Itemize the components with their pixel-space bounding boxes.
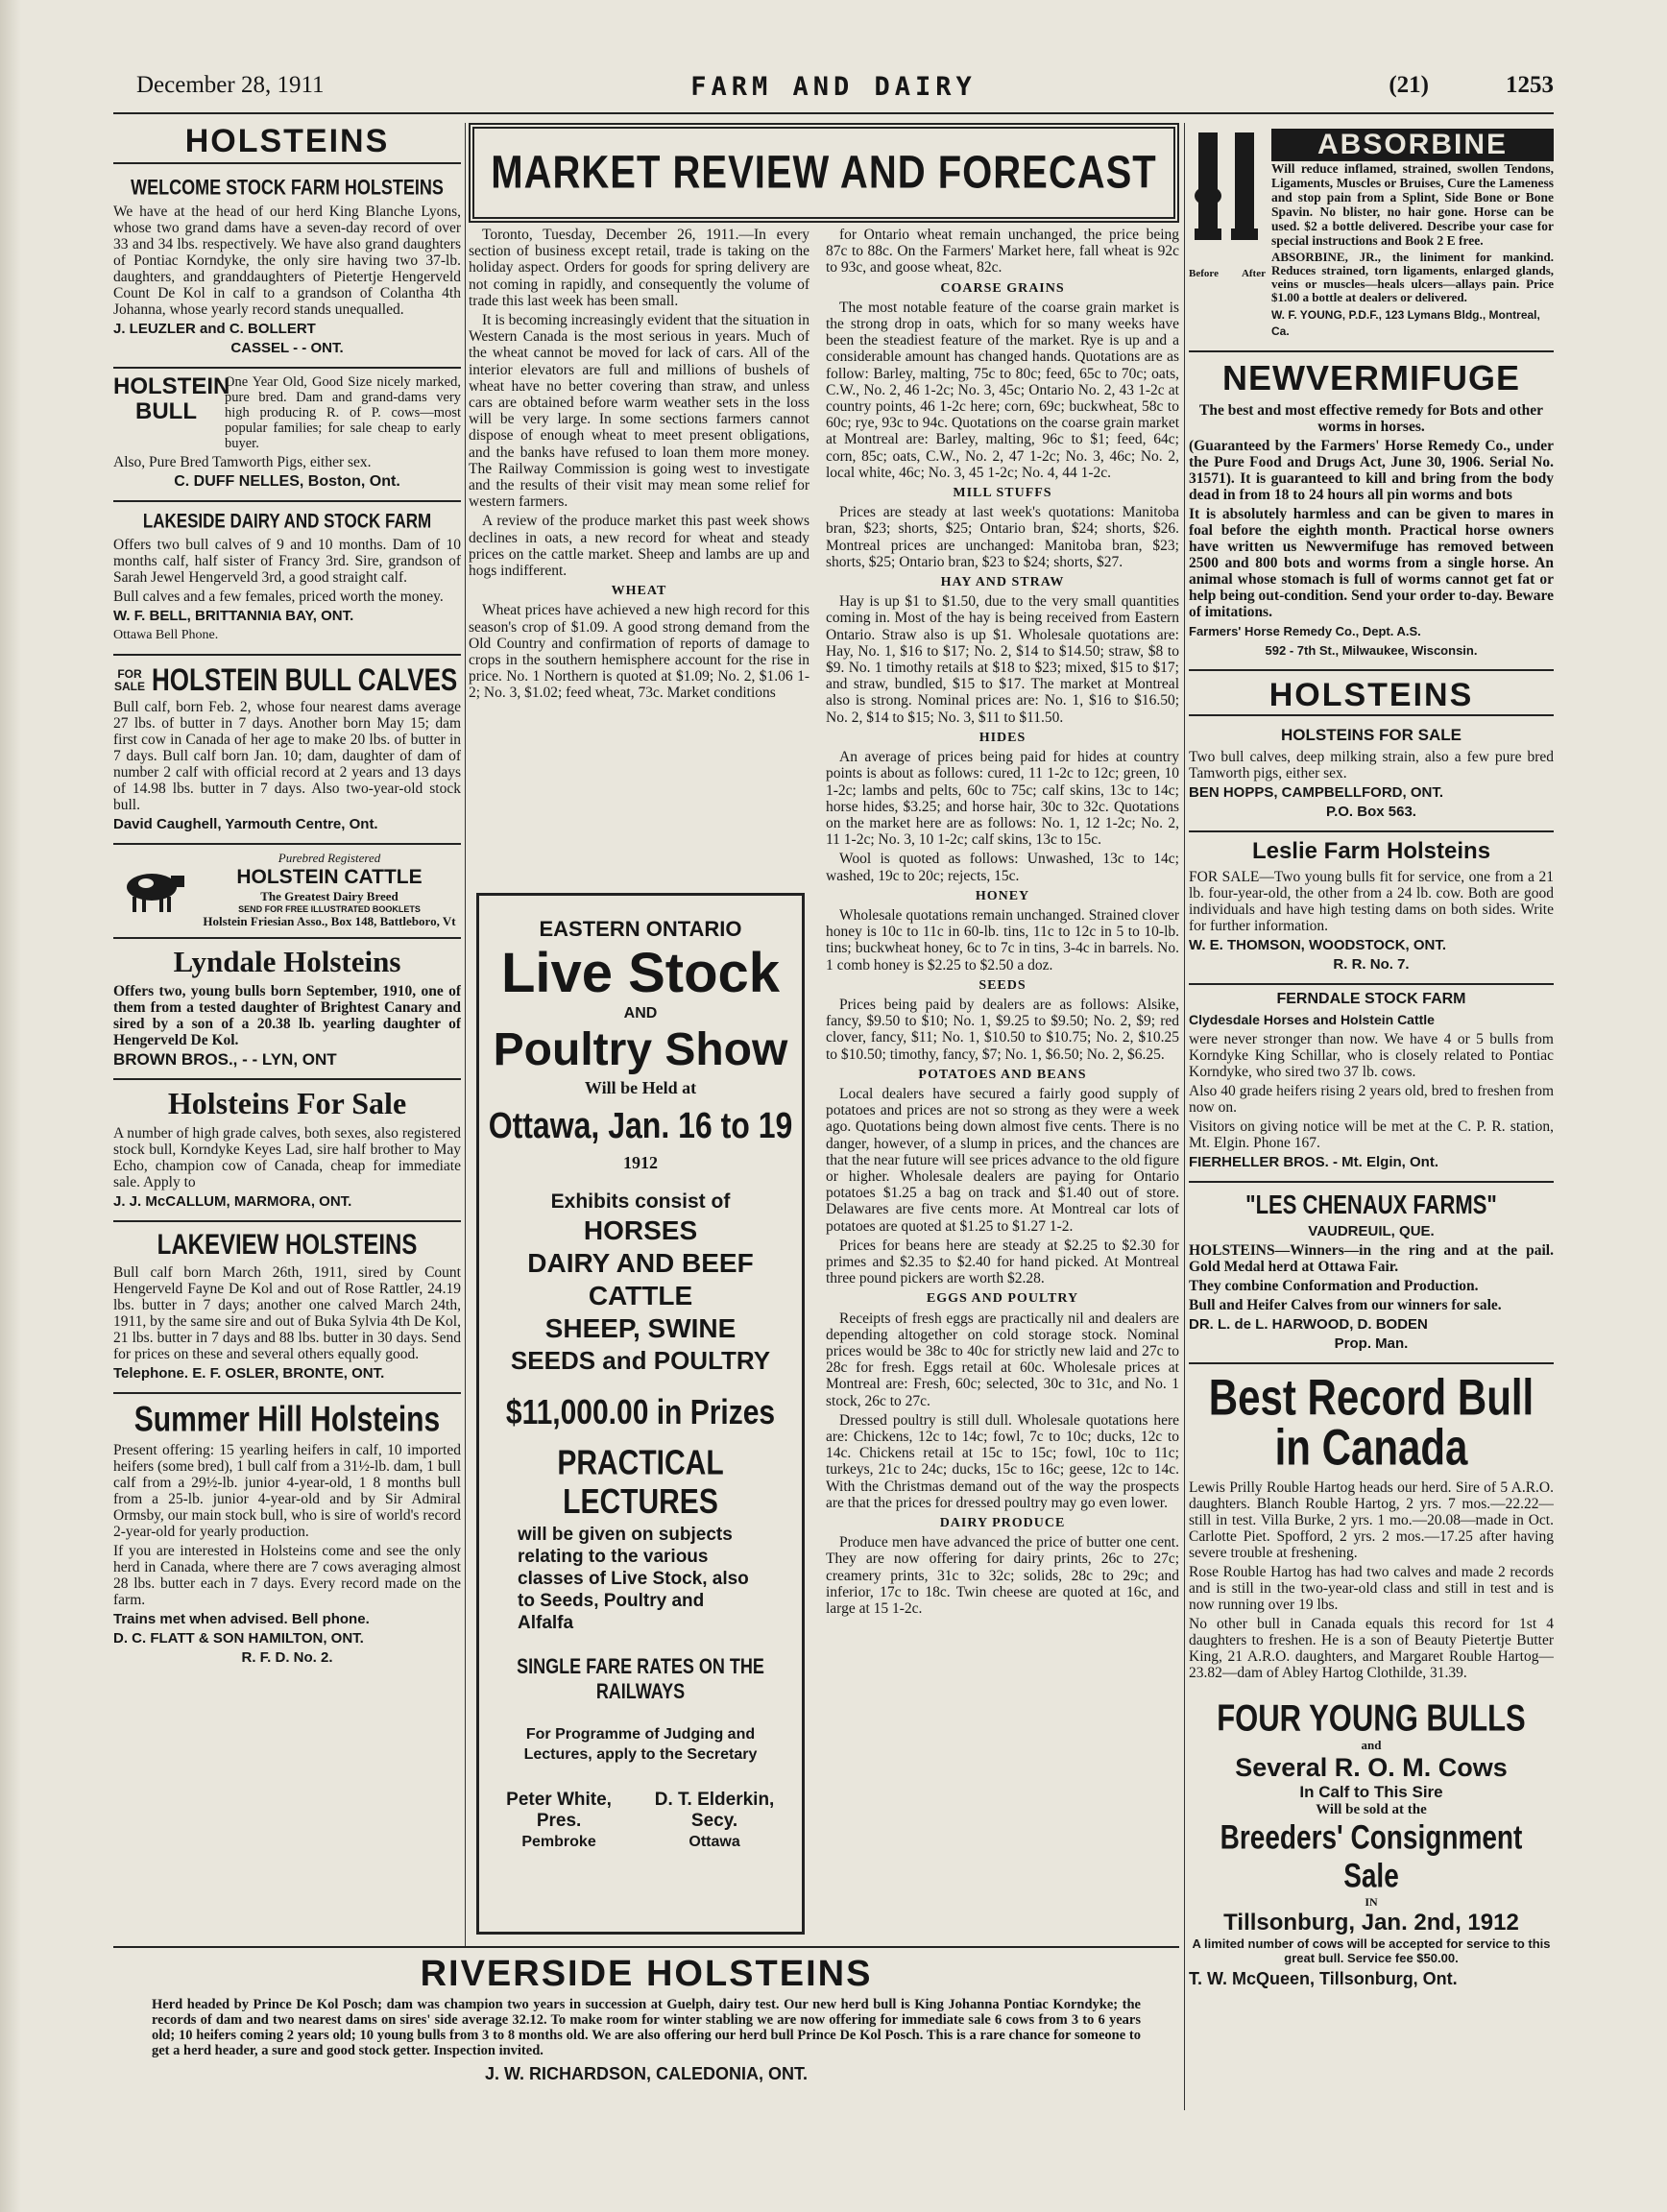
market-subhead: POTATOES AND BEANS <box>918 1067 1087 1082</box>
ad-body: Also 40 grade heifers rising 2 years old, bred to freshen from now on. <box>1189 1083 1554 1116</box>
market-paragraph: A review of the produce market this past week shows declines in oats, a new record for wheat and steady prices on the cattle market. Sheep and lambs are up and hogs indifferent. <box>469 513 809 580</box>
market-subhead: MILL STUFFS <box>953 486 1052 501</box>
show-signature: D. T. Elderkin, Secy. <box>654 1790 775 1831</box>
show-line: HORSES <box>583 1215 698 1245</box>
ad-poultry-show <box>476 893 805 1935</box>
ad-subtitle: The best and most effective remedy for Bots and other worms in horses. <box>1198 402 1544 435</box>
ad-lakeside <box>113 502 461 656</box>
ad-body: were never stronger than now. We have 4 or 5 bulls from Korndyke King Schillar, who is closely related to Pontiac Korndyke, who sired two 37 lb. cows. <box>1189 1031 1554 1080</box>
ad-body: Also, Pure Bred Tamworth Pigs, either sex. <box>113 454 372 470</box>
caption-after: After <box>1241 268 1266 279</box>
show-signature: Pembroke <box>521 1834 596 1850</box>
market-subhead: HIDES <box>978 730 1027 745</box>
ad-signature: W. F. BELL, BRITTANNIA BAY, ONT. <box>113 608 354 624</box>
ad-body: One Year Old, Good Size nicely marked, pure bred. Dam and grand-dams very high producing R. of P. cows—most popular families; for sale cheap to early buyer. <box>225 374 461 451</box>
right-column <box>1189 123 1554 2110</box>
ad-title: Holsteins For Sale <box>167 1086 407 1120</box>
show-line: SEEDS and POULTRY <box>510 1346 771 1375</box>
ad-lyndale <box>113 939 461 1080</box>
show-line: Live Stock <box>500 942 781 1004</box>
ad-signature: R. R. No. 7. <box>1333 956 1410 973</box>
ad-signature: Telephone. E. F. OSLER, BRONTE, ONT. <box>113 1365 385 1382</box>
market-subhead: HAY AND STRAW <box>940 575 1065 590</box>
ad-line: Will be sold at the <box>1316 1802 1427 1817</box>
horse-leg-illustration <box>1189 129 1266 343</box>
ad-body: FOR SALE—Two young bulls fit for service, one from a 21 lb. four-year-old, the other from a 24 lb. cow. Both are good individuals and have high testing dams on both sides. Write for further information. <box>1189 869 1554 934</box>
ad-body: No other bull in Canada equals this record for 1st 4 daughters to freshen. He is a son of Beauty Pietertje Butter King, 21 A.R.O. daughters, and Margaret Rouble Hartog—23.82—dam of Abley Hartog Clothilde, 31.39. <box>1189 1616 1554 1681</box>
ad-body: Herd headed by Prince De Kol Posch; dam was champion two years in succession at Guelph, dairy test. Our new herd bull is King Johanna Pontiac Korndyke; the records of dam and two nearest dams on sires' side average 32.12. To make room for winter stabling we are now offering for immediate sale 6 cows from 3 to 6 years old; 10 heifers coming 2 years old; 10 young bulls from 3 to 8 months old. We are also offering our herd bull Prince De Kol Posch. This is a rare chance for someone to get a herd header, a sure and good stock getter. Inspection invited. <box>152 1997 1141 2058</box>
ad-line: Several R. O. M. Cows <box>1235 1753 1508 1782</box>
caption-before: Before <box>1189 268 1219 279</box>
header-page-paren: (21) <box>1389 72 1429 98</box>
ad-body: We have at the head of our herd King Blanche Lyons, whose two grand dams have a seven-day record of over 33 and 34 lbs. respectively. We have also grand daughters of Pontiac Korndyke, the only sire having two 37-lb. daughters, and granddaughters of Pietertje Hengerveld Count De Kol in calf to a grandson of Colantha 4th Johanna, whose yearly record stands unequalled. <box>113 204 461 318</box>
ad-four-young-bulls <box>1189 1692 1554 1997</box>
show-line: $11,000.00 in Prizes <box>505 1393 776 1432</box>
ad-best-record-bull <box>1189 1364 1554 1692</box>
header-paper-name: FARM AND DAIRY <box>690 72 977 102</box>
ad-body: Offers two, young bulls born September, 1910, one of them from a tested daughter of Brightest Canary and sired by a son of a 20.38 lb. yearling daughter of Hengerveld De Kol. <box>113 983 461 1048</box>
header-page-number: 1253 <box>1506 72 1554 98</box>
ad-body: (Guaranteed by the Farmers' Horse Remedy Co., under the Pure Food and Drugs Act, June 30, 1906. Serial No. 31571). It is guaranteed to kill and bring from the body dead in from 18 to 24 hours all pin worms and bots <box>1189 438 1554 503</box>
ad-title: ABSORBINE <box>1271 129 1554 161</box>
ad-body: Bull calf, born Feb. 2, whose four nearest dams average 27 lbs. of butter in 7 days. Another born May 15; dam first cow in Canada of her age to make 20 lbs. of butter in 7 days. Bull calf born Jan. 10; dam, daughter of dam of number 2 calf with official record at 2 years and 13 days of 14.98 lbs. butter in 7 days. Also two-year-old stock bull. <box>113 699 461 813</box>
market-paragraph: Prices are steady at last week's quotations: Manitoba bran, $23; shorts, $25; Ontario bran, $24; shorts, $26. Montreal prices are unchanged: Manitoba bran, $23; shorts, $25; Ontario bran, $23 to $24; shorts, $27. <box>826 504 1179 570</box>
ad-body: Will reduce inflamed, strained, swollen Tendons, Ligaments, Muscles or Bruises, Cure the Lameness and stop pain from a Splint, Side Bone or Bone Spavin. No blister, no hair gone. Horse can be used. $2 a bottle delivered. Describe your case for special instructions and Book 2 E free. <box>1271 161 1554 248</box>
ad-phone: Ottawa Bell Phone. <box>113 628 219 642</box>
market-paragraph: Receipts of fresh eggs are practically nil and dealers are depending altogether on cold storage stock. Nominal prices would be 38c to 40c for strictly new laid and 27c to 28c for fresh. Eggs retail at 60c. Wholesale prices at Montreal are: Fresh, 60c; selected, 30c to 31c, and No. 1 stock, 26c to 27c. <box>826 1310 1179 1409</box>
ad-signature: BROWN BROS., - - LYN, ONT <box>113 1050 337 1069</box>
market-column-1 <box>469 227 809 705</box>
ad-connector: and <box>1361 1738 1382 1752</box>
ad-body: Bull calf born March 26th, 1911, sired by Count Hengerveld Fayne De Kol and out of Rose Rattler, 24.19 lbs. butter in 7 days; another one calved March 24th, 1911, by the same sire and out of Buka Sylvia 4th De Kol, 21 lbs. butter in 7 days and 88 lbs. butter in 30 days. Send for prices on these and several others equally good. <box>113 1264 461 1362</box>
show-line: SINGLE FARE RATES ON THE RAILWAYS <box>517 1653 764 1703</box>
ad-body: If you are interested in Holsteins come and see the only herd in Canada, where there are 7 cows averaging almost 28 lbs. butter each in 7 days. Every record made on the farm. <box>113 1543 461 1608</box>
ad-title: LAKESIDE DAIRY AND STOCK FARM <box>142 509 432 533</box>
ad-signature: BEN HOPPS, CAMPBELLFORD, ONT. <box>1189 784 1444 801</box>
left-column <box>113 123 461 1942</box>
show-line: will be given on subjects relating to the various classes of Live Stock, also to Seeds, Poultry and Alfalfa <box>518 1525 749 1633</box>
market-paragraph: An average of prices being paid for hides at country points is about as follows: cured, 11 1-2c to 12c; green, 10 1-2c; lambs and pelts, 60c to 75c; calf skins, 13c to 14c; horse hides, $3.25; and horse hair, 30c to 32c. Quotations on the market here are as follows: No. 1, 12 1-2c; No. 2, 11 1-2c; No. 3, 10 1-2c; calf skins, 13c to 15c. <box>826 749 1179 849</box>
ad-lakeview <box>113 1222 461 1394</box>
ad-title: Leslie Farm Holsteins <box>1251 838 1491 864</box>
ad-signature: CASSEL - - ONT. <box>230 340 344 356</box>
ad-title: LAKEVIEW HOLSTEINS <box>157 1228 418 1262</box>
show-line: EASTERN ONTARIO <box>539 917 742 941</box>
ad-signature: David Caughell, Yarmouth Centre, Ont. <box>113 816 378 832</box>
market-paragraph: Wheat prices have achieved a new high record for this season's crop of $1.09. A good strong demand from the Old Country and confirmation of reports of damage to crops in the southern hemisphere account for the rise in price. No. 1 Northern is quoted at $1.09; No. 2, $1.06 1-2; No. 3, $1.02; feed wheat, 73c. Market conditions <box>469 602 809 702</box>
ad-body: They combine Conformation and Production. <box>1189 1278 1479 1294</box>
ad-signature: 592 - 7th St., Milwaukee, Wisconsin. <box>1265 643 1478 658</box>
header-rule <box>113 112 1554 114</box>
market-title: MARKET REVIEW AND FORECAST <box>491 147 1157 198</box>
ad-summer-hill <box>113 1394 461 1676</box>
ad-title: HOLSTEIN BULL CALVES <box>152 661 458 698</box>
ad-subtitle: VAUDREUIL, QUE. <box>1308 1223 1435 1239</box>
ad-body: Present offering: 15 yearling heifers in calf, 10 imported heifers (some bred), 1 bull calf from a 31½-lb. dam, 1 bull calf from a 29½-lb. junior 4-year-old, 1 8 months bull from a 25-lb. junior 4-year-old and by Sir Admiral Ormsby, our main stock bull, who is sire of world's record 2-year-old for yearly production. <box>113 1442 461 1540</box>
show-line: AND <box>623 1005 658 1022</box>
show-line: Poultry Show <box>493 1024 788 1075</box>
market-paragraph: Local dealers have secured a fairly good supply of potatoes and prices are not so strong as they were a week ago. Quotations being down almost five cents. There is no danger, however, of a slump in prices, and the chances are that the near future will see prices advance to the old figure or higher. Wholesale dealers are paying for Ontario potatoes $1.25 a bag on track and $1.40 out of store. Delawares are five cents more. At Montreal car lots of potatoes are quoted at $1.25 to $1.27 1-2. <box>826 1085 1179 1235</box>
column-divider <box>1184 123 1185 2110</box>
market-paragraph: Prices being paid by dealers are as follows: Alsike, fancy, $9.50 to $10; No. 1, $9.25 to $9.50; No. 2, $9; red clover, fancy, $11; No. 1, $10.50 to $10.75; No. 2, $10.25 to $10.50; timothy, fancy, $7; No. 1, $6.50; No. 2, $6.25. <box>826 996 1179 1063</box>
ad-line: In Calf to This Sire <box>1299 1783 1443 1801</box>
market-subhead: SEEDS <box>978 977 1027 993</box>
market-column-2 <box>826 227 1179 1620</box>
ad-signature: T. W. McQueen, Tillsonburg, Ont. <box>1189 1969 1458 1988</box>
ad-title: RIVERSIDE HOLSTEINS <box>420 1954 873 1994</box>
ad-body: Lewis Prilly Rouble Hartog heads our herd. Sire of 5 A.R.O. daughters. Blanch Rouble Hartog, 2 yrs. 7 mos.—22.22—still in test. Villa Burke, 2 yrs. 1 mo.—20.08—made in Oct. Carlotte Piet. Spofford, 2 yrs. 2 mos.—17.25 after having severe trouble at freshening. <box>1189 1479 1554 1561</box>
show-line: CATTLE <box>588 1281 693 1310</box>
ad-holstein-bull <box>113 369 461 502</box>
header-date: December 28, 1911 <box>136 72 325 98</box>
assoc-line: Purebred Registered <box>278 851 381 865</box>
market-paragraph: Wool is quoted as follows: Unwashed, 13c to 14c; washed, 19c to 20c; rejects, 15c. <box>826 851 1179 884</box>
market-subhead: EGGS AND POULTRY <box>926 1291 1079 1307</box>
ad-holsteins-for-sale <box>113 1080 461 1222</box>
ad-body: It is absolutely harmless and can be given to mares in foal before the eighth month. Practical horse owners have written us Newvermifuge has removed between 2500 and 800 bots and worms from a single horse. An animal whose stomach is full of worms cannot get fat or help being out-condition. Send your order to-day. Beware of imitations. <box>1189 506 1554 620</box>
ad-subtitle: Clydesdale Horses and Holstein Cattle <box>1189 1012 1435 1027</box>
ad-signature: FIERHELLER BROS. - Mt. Elgin, Ont. <box>1189 1154 1438 1170</box>
cattle-icon <box>113 862 190 918</box>
ad-title: WELCOME STOCK FARM HOLSTEINS <box>131 175 444 200</box>
ad-riverside <box>113 1946 1179 2102</box>
ad-connector: IN <box>1365 1895 1378 1909</box>
ad-title: "LES CHENAUX FARMS" <box>1245 1189 1497 1219</box>
ad-ferndale <box>1189 985 1554 1183</box>
market-paragraph: Wholesale quotations remain unchanged. Strained clover honey is 10c to 11c in 60-lb. tins, 11c to 12c in 5 to 10-lb. tins; buckwheat honey, 6c to 7c in tins, 3-4c in barrels. No. 1 comb honey is $2.25 to $2.50 a doz. <box>826 906 1179 974</box>
ad-newvermifuge <box>1189 352 1554 671</box>
ad-body: Bull calves and a few females, priced worth the money. <box>113 589 444 605</box>
section-title: HOLSTEINS <box>113 123 461 164</box>
ad-title: Summer Hill Holsteins <box>133 1399 441 1439</box>
ad-body: Two bull calves, deep milking strain, also a few pure bred Tamworth pigs, either sex. <box>1189 749 1554 781</box>
horse-leg-icon <box>1189 129 1266 263</box>
market-subhead: DAIRY PRODUCE <box>939 1516 1066 1531</box>
show-signatures <box>485 1786 796 1855</box>
ad-signature: DR. L. de L. HARWOOD, D. BODEN <box>1189 1316 1428 1333</box>
ad-les-chenaux <box>1189 1183 1554 1364</box>
ad-signature: C. DUFF NELLES, Boston, Ont. <box>174 473 400 490</box>
page-edge <box>0 0 21 2212</box>
market-paragraph: Dressed poultry is still dull. Wholesale quotations here are: Chickens, 12c to 14c; fowl, 7c to 10c; ducks, 12c to 14c. Chickens retail at 15c to 15c; fowl, 10c to 11c; turkeys, 21c to 24c; ducks, 15c to 16c; geese, 12c to 14c. With the Christmas demand out of the way the prospects are that the prices for dressed poultry may go even lower. <box>826 1411 1179 1511</box>
ad-body: Bull and Heifer Calves from our winners for sale. <box>1189 1297 1502 1313</box>
show-signature: Ottawa <box>689 1834 740 1850</box>
ad-note: Trains met when advised. Bell phone. <box>113 1611 370 1627</box>
section-title: HOLSTEINS <box>1189 677 1554 716</box>
market-review <box>469 123 1179 1942</box>
market-paragraph: It is becoming increasingly evident that the situation in Western Canada is the most serious in years. Much of the wheat cannot be moved for lack of cars. All of the interior elevators are full and millions of bushels of wheat have no better covering than straw, and unless cars are obtained before warm weather sets in the loss will be very large. In some sections farmers cannot dispose of enough wheat to meet present obligations, and the banks have refused to loan them more money. The Railway Commission is going west to investigate and the results of their visit may mean some relief for western farmers. <box>469 312 809 511</box>
ad-title: HOLSTEIN BULL <box>113 373 230 424</box>
ad-title: HOLSTEINS FOR SALE <box>1281 726 1462 744</box>
show-line: SHEEP, SWINE <box>544 1313 737 1343</box>
market-subhead: COARSE GRAINS <box>940 280 1065 296</box>
show-line: Will be Held at <box>584 1078 697 1097</box>
market-subhead: WHEAT <box>611 584 667 599</box>
ad-signature: J. W. RICHARDSON, CALEDONIA, ONT. <box>484 2064 808 2083</box>
ad-line: Breeders' Consignment Sale <box>1220 1818 1523 1894</box>
show-line: Ottawa, Jan. 16 to 19 <box>488 1104 793 1146</box>
ad-signature: J. LEUZLER and C. BOLLERT <box>113 321 316 337</box>
market-subhead: HONEY <box>975 888 1030 903</box>
show-line: Exhibits consist of <box>550 1190 731 1213</box>
ad-signature: W. F. YOUNG, P.D.F., 123 Lymans Bldg., Montreal, Ca. <box>1271 308 1540 338</box>
ad-body: Rose Rouble Hartog has had two calves and made 2 records and is still in the two-year-old class and still in test and is now running over 19 lbs. <box>1189 1564 1554 1613</box>
ad-signature: D. C. FLATT & SON HAMILTON, ONT. <box>113 1630 364 1647</box>
market-paragraph: for Ontario wheat remain unchanged, the price being 87c to 88c. On the Farmers' Market here, fall wheat is 92c to 93c, and goose wheat, 82c. <box>826 227 1179 276</box>
show-line: PRACTICAL LECTURES <box>557 1444 724 1522</box>
ad-title: NEWVERMIFUGE <box>1221 358 1520 397</box>
ad-absorbine <box>1189 123 1554 352</box>
page-header <box>113 72 1554 105</box>
ad-welcome-stock-farm <box>113 168 461 369</box>
ad-title: FERNDALE STOCK FARM <box>1276 991 1466 1007</box>
market-paragraph: Toronto, Tuesday, December 26, 1911.—In every section of business except retail, trade is taking on the holiday aspect. Orders for goods for spring delivery are not coming in rapidly, and consequently the volume of trade this last week has been small. <box>469 227 809 309</box>
for-sale-tag: FOR SALE <box>113 666 145 693</box>
ad-signature: R. F. D. No. 2. <box>241 1649 333 1666</box>
ad-body: A number of high grade calves, both sexes, also registered stock bull, Korndyke Keyes Lad, sire half brother to May Echo, champion cow of Canada, cheap for immediate sale. Apply to <box>113 1125 461 1190</box>
ad-signature: Farmers' Horse Remedy Co., Dept. A.S. <box>1189 624 1421 638</box>
ad-line: A limited number of cows will be accepted for service to this great bull. Service fee $50.00. <box>1192 1936 1551 1965</box>
market-paragraph: Prices for beans here are steady at $2.25 to $2.30 for primes and $2.35 to $2.40 for hand picked. At Montreal three pound pickers are worth $2.28. <box>826 1237 1179 1287</box>
ad-holstein-association <box>113 845 461 939</box>
ad-signature: W. E. THOMSON, WOODSTOCK, ONT. <box>1189 937 1447 953</box>
ad-title: Best Record Bull <box>1208 1369 1534 1426</box>
ad-bull-calves <box>113 656 461 845</box>
show-line: 1912 <box>623 1153 658 1172</box>
ad-body: Offers two bull calves of 9 and 10 months. Dam of 10 months calf, half sister of Francy 3rd. Sire, grandson of Sarah Jewel Hengerveld 3rd, a good straight calf. <box>113 537 461 586</box>
assoc-line: SEND FOR FREE ILLUSTRATED BOOKLETS <box>238 904 421 914</box>
ad-signature: Holstein Friesian Asso., Box 148, Battleboro, Vt <box>203 914 456 928</box>
ad-hopps <box>1189 720 1554 832</box>
show-signature: Peter White, Pres. <box>506 1790 612 1831</box>
show-line: DAIRY AND BEEF <box>527 1248 754 1278</box>
market-title-box <box>469 123 1179 223</box>
ad-title: in Canada <box>1274 1419 1468 1476</box>
ad-line: Tillsonburg, Jan. 2nd, 1912 <box>1223 1910 1519 1936</box>
ad-body: HOLSTEINS—Winners—in the ring and at the pail. Gold Medal herd at Ottawa Fair. <box>1189 1242 1554 1275</box>
ad-signature: Prop. Man. <box>1334 1335 1409 1352</box>
ad-title: FOUR YOUNG BULLS <box>1217 1696 1526 1740</box>
ad-signature: J. J. McCALLUM, MARMORA, ONT. <box>113 1193 352 1210</box>
ad-body: ABSORBINE, JR., the liniment for mankind. Reduces strained, torn ligaments, enlarged glands, veins or muscles—heals ulcers—allays pain. Price $1.00 a bottle at dealers or delivered. <box>1271 250 1554 304</box>
ad-leslie-farm <box>1189 832 1554 985</box>
ad-title: Lyndale Holsteins <box>173 945 401 978</box>
assoc-line: The Greatest Dairy Breed <box>260 889 399 903</box>
ad-body: Visitors on giving notice will be met at the C. P. R. station, Mt. Elgin. Phone 167. <box>1189 1118 1554 1151</box>
market-paragraph: Hay is up $1 to $1.50, due to the very small quantities coming in. Most of the hay is being received from Eastern Ontario. Straw also is up $1. Wholesale quotations are: Hay, No. 1, $16 to $17; No. 2, $14 to $14.50; straw, $8 to $9. No. 1 timothy retails at $18 to $23; mixed, $15 to $17; and straw, bundled, $15 to $17. The market at Montreal also is strong. Nominal prices are: No. 1, $16 to $16.50; No. 2, $14 to $15; No. 3, $11 to $11.50. <box>826 593 1179 726</box>
ad-signature: P.O. Box 563. <box>1326 804 1416 820</box>
market-paragraph: Produce men have advanced the price of butter one cent. They are now offering for dairy prints, 26c to 27c; creamery prints, 31c to 32c; solids, 28c to 29c; and inferior, 17c to 18c. Twin cheese are quoted at 16c, and large at 15 1-2c. <box>826 1534 1179 1618</box>
ad-title: HOLSTEIN CATTLE <box>236 866 423 888</box>
show-line: For Programme of Judging and Lectures, apply to the Secretary <box>523 1726 758 1763</box>
column-divider <box>465 123 466 1947</box>
market-paragraph: The most notable feature of the coarse grain market is the strong drop in oats, which for so many weeks have been the steadiest feature of the market. Rye is up and a considerable amount has changed hands. Quotations are as follow: Barley, malting, 75c to 80c; feed, 65c to 70c; oats, C.W., No. 2, 46 1-2c; No. 3, 45c; Ontario No. 2, 43 1-2c at country points, 46 1-2c here; corn, 69c; buckwheat, 58c to 60c; rye, 93c to 94c. Quotations on the coarse grain market at Montreal are: Barley, malting, 96c to $1; feed, 64c; corn, 85c; oats, C.W., No. 2, 47 1-2c; No. 3, 46c; No. 2, local white, 46c; No. 3, 45 1-2c; No. 4, 44 1-2c. <box>826 299 1179 481</box>
